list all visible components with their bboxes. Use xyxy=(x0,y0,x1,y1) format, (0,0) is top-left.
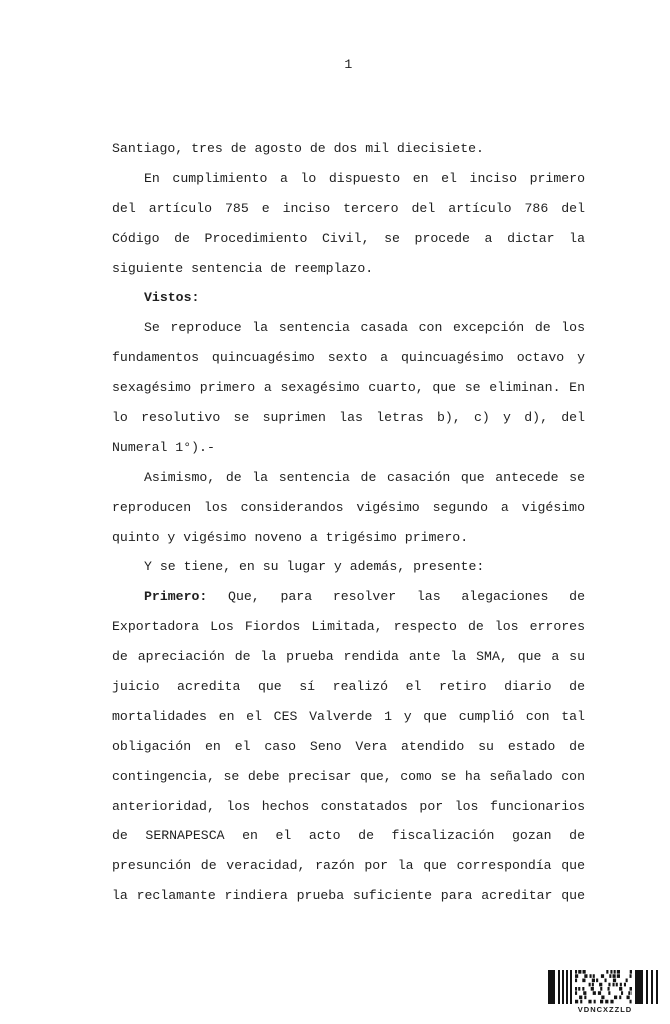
barcode-caption: VDNCXZZLD xyxy=(577,1005,633,1014)
bold-text-segment: Vistos: xyxy=(144,290,200,306)
text-segment: Se reproduce la sentencia casada con excepción de los xyxy=(144,320,585,336)
text-line xyxy=(112,552,585,582)
text-segment: Numeral 1°).- xyxy=(112,439,215,455)
text-line xyxy=(112,463,585,493)
barcode-block xyxy=(547,970,663,1014)
text-line xyxy=(112,373,585,403)
text-segment: En cumplimiento a lo dispuesto en el inciso primero xyxy=(144,170,585,186)
text-segment: sexagésimo primero a sexagésimo cuarto, que se eliminan. En xyxy=(112,380,585,396)
text-line xyxy=(112,283,585,313)
text-line xyxy=(112,194,585,224)
text-line xyxy=(112,732,585,762)
text-line xyxy=(112,343,585,373)
text-line xyxy=(112,881,585,911)
text-segment: lo resolutivo se suprimen las letras b), c) y d), del xyxy=(112,410,585,426)
text-segment: Asimismo, de la sentencia de casación que antecede se xyxy=(144,469,585,485)
text-line xyxy=(112,821,585,851)
page-number: 1 xyxy=(344,57,353,72)
text-line xyxy=(112,224,585,254)
text-segment: la reclamante rindiera prueba suficiente para acreditar que xyxy=(112,888,585,904)
text-segment: anterioridad, los hechos constatados por los funcionarios xyxy=(112,798,585,814)
text-segment: juicio acredita que sí realizó el retiro diario de xyxy=(112,679,585,695)
text-line xyxy=(112,254,585,284)
text-line xyxy=(112,493,585,523)
text-line xyxy=(112,164,585,194)
text-segment: reproducen los considerandos vigésimo segundo a vigésimo xyxy=(112,499,585,515)
text-line xyxy=(112,313,585,343)
text-segment: del artículo 785 e inciso tercero del artículo 786 del xyxy=(112,200,585,216)
text-line xyxy=(112,642,585,672)
text-segment: contingencia, se debe precisar que, como se ha señalado con xyxy=(112,768,585,784)
text-line xyxy=(112,134,585,164)
text-segment: mortalidades en el CES Valverde 1 y que cumplió con tal xyxy=(112,708,585,724)
text-segment: obligación en el caso Seno Vera atendido su estado de xyxy=(112,738,585,754)
text-segment: Y se tiene, en su lugar y además, presente: xyxy=(144,559,485,575)
text-segment: Que, para resolver las alegaciones de xyxy=(207,589,585,605)
text-segment: Santiago, tres de agosto de dos mil diecisiete. xyxy=(112,141,484,156)
text-segment: Exportadora Los Fiordos Limitada, respecto de los errores xyxy=(112,619,585,635)
text-line xyxy=(112,523,585,553)
text-segment: quinto y vigésimo noveno a trigésimo primero. xyxy=(112,529,469,545)
text-line xyxy=(112,851,585,881)
barcode-icon xyxy=(548,970,662,1004)
text-segment: fundamentos quincuagésimo sexto a quincuagésimo octavo y xyxy=(112,350,585,366)
text-line xyxy=(112,433,585,463)
text-segment: presunción de veracidad, razón por la que correspondía que xyxy=(112,858,585,874)
bold-text-segment: Primero: xyxy=(144,589,208,605)
text-line xyxy=(112,403,585,433)
text-segment: siguiente sentencia de reemplazo. xyxy=(112,260,374,276)
text-line xyxy=(112,762,585,792)
text-segment: de apreciación de la prueba rendida ante la SMA, que a su xyxy=(112,649,585,665)
text-line xyxy=(112,582,585,612)
text-line xyxy=(112,702,585,732)
text-segment: Código de Procedimiento Civil, se procede a dictar la xyxy=(112,230,585,246)
document-body xyxy=(112,134,585,911)
text-segment: de SERNAPESCA en el acto de fiscalización gozan de xyxy=(112,828,585,844)
text-line xyxy=(112,672,585,702)
text-line xyxy=(112,612,585,642)
text-line xyxy=(112,792,585,822)
